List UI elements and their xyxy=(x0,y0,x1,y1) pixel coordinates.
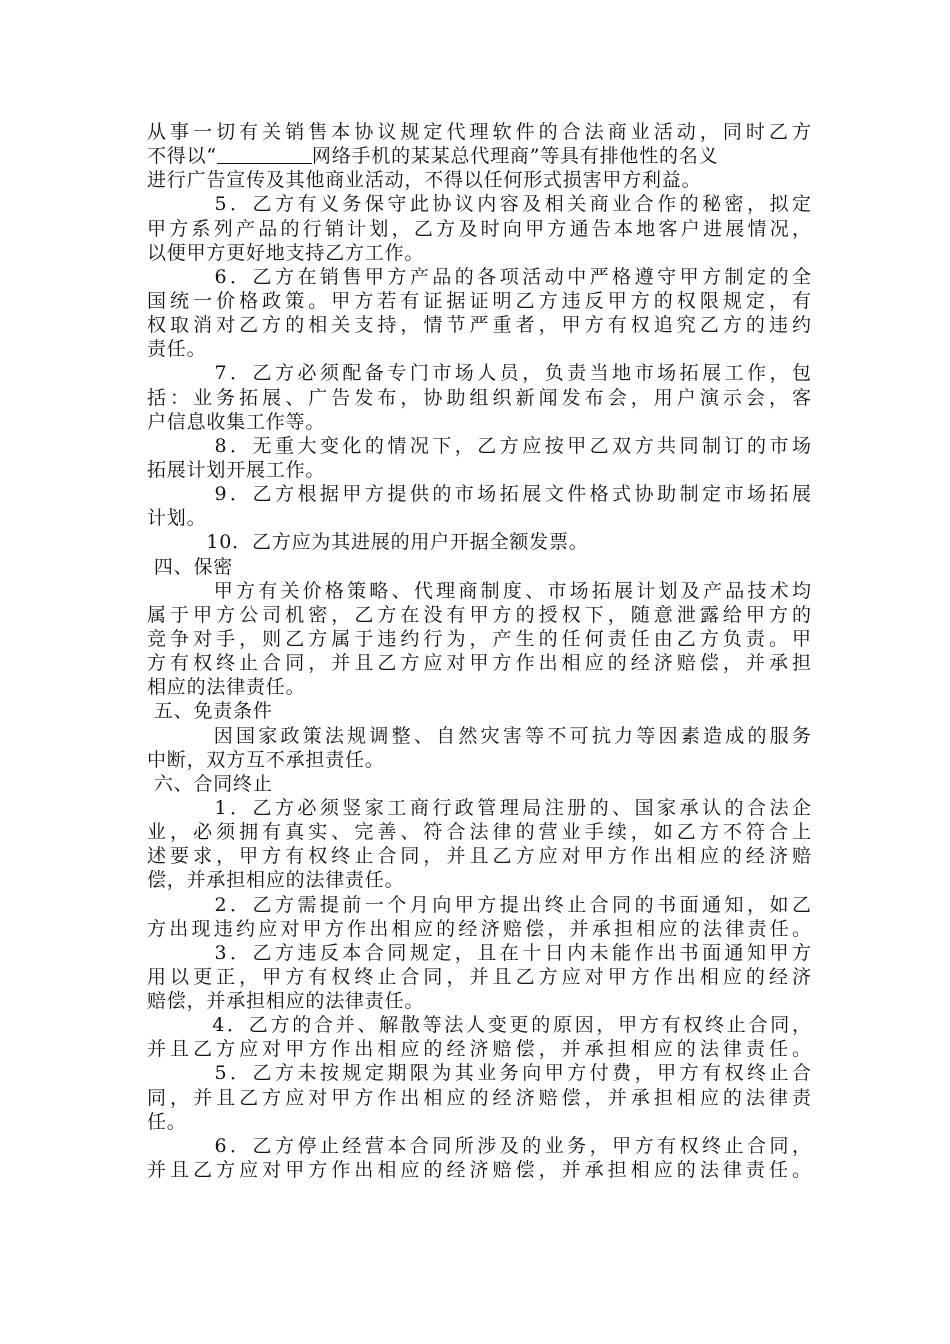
text-fragment: 不得以“ xyxy=(147,145,217,168)
text-line: 任。 xyxy=(147,1110,187,1133)
text-line: 2．乙方需提前一个月向甲方提出终止合同的书面通知，如乙 xyxy=(147,893,811,916)
text-line xyxy=(147,144,811,168)
text-line: 5．乙方有义务保守此协议内容及相关商业合作的秘密，拟定 xyxy=(147,193,811,216)
text-line: 中断，双方互不承担责任。 xyxy=(147,748,385,771)
text-line: 并且乙方应对甲方作出相应的经济赔偿，并承担相应的法律责任。 xyxy=(147,1159,811,1182)
text-line: 6．乙方在销售甲方产品的各项活动中严格遵守甲方制定的全 xyxy=(147,265,811,288)
text-line: 方有权终止合同，并且乙方应对甲方作出相应的经济赔偿，并承担 xyxy=(147,652,811,675)
text-line: 权取消对乙方的相关支持，情节严重者，甲方有权追究乙方的违约 xyxy=(147,314,811,337)
text-line: 竞争对手，则乙方属于违约行为，产生的任何责任由乙方负责。甲 xyxy=(147,627,811,650)
text-line: 9．乙方根据甲方提供的市场拓展文件格式协助制定市场拓展 xyxy=(147,483,811,506)
document-page xyxy=(147,120,811,1182)
text-line: 方出现违约应对甲方作出相应的经济赔偿，并承担相应的法律责任。 xyxy=(147,917,811,940)
text-line: 同，并且乙方应对甲方作出相应的经济赔偿，并承担相应的法律责 xyxy=(147,1086,811,1109)
text-line: 甲方有关价格策略、代理商制度、市场拓展计划及产品技术均 xyxy=(147,579,811,602)
text-line: 五、免责条件 xyxy=(147,700,273,723)
text-line: 国统一价格政策。甲方若有证据证明乙方违反甲方的权限规定，有 xyxy=(147,289,811,312)
text-line: 偿，并承担相应的法律责任。 xyxy=(147,869,405,892)
text-line: 拓展计划开展工作。 xyxy=(147,458,326,481)
text-line: 相应的法律责任。 xyxy=(147,676,306,699)
text-line: 从事一切有关销售本协议规定代理软件的合法商业活动，同时乙方 xyxy=(147,121,811,143)
text-line: 1．乙方必须竖家工商行政管理局注册的、国家承认的合法企 xyxy=(147,796,811,819)
text-line: 括：业务拓展、广告发布，协助组织新闻发布会，用户演示会，客 xyxy=(147,386,811,409)
text-line: 7．乙方必须配备专门市场人员，负责当地市场拓展工作，包 xyxy=(147,362,811,385)
text-line: 赔偿，并承担相应的法律责任。 xyxy=(147,990,425,1013)
text-line: 3．乙方违反本合同规定，且在十日内未能作出书面通知甲方 xyxy=(147,941,811,964)
text-line: 6．乙方停止经营本合同所涉及的业务，甲方有权终止合同， xyxy=(147,1134,811,1157)
text-line: 因国家政策法规调整、自然灾害等不可抗力等因素造成的服务 xyxy=(147,724,811,747)
text-line: 5．乙方未按规定期限为其业务向甲方付费，甲方有权终止合 xyxy=(147,1062,811,1085)
text-line: 属于甲方公司机密，乙方在没有甲方的授权下，随意泄露给甲方的 xyxy=(147,603,811,626)
text-line: 10．乙方应为其进展的用户开据全额发票。 xyxy=(147,531,589,554)
text-line: 8．无重大变化的情况下，乙方应按甲乙双方共同制订的市场 xyxy=(147,434,811,457)
text-line: 户信息收集工作等。 xyxy=(147,410,326,433)
text-line: 以便甲方更好地支持乙方工作。 xyxy=(147,241,425,264)
text-line: 六、合同终止 xyxy=(147,772,273,795)
text-line: 进行广告宣传及其他商业活动，不得以任何形式损害甲方利益。 xyxy=(147,169,702,192)
text-line: 并且乙方应对甲方作出相应的经济赔偿，并承担相应的法律责任。 xyxy=(147,1038,811,1061)
text-line: 计划。 xyxy=(147,507,207,530)
text-line: 4．乙方的合并、解散等法人变更的原因，甲方有权终止合同， xyxy=(147,1014,811,1037)
text-line: 责任。 xyxy=(147,338,207,361)
text-line: 四、保密 xyxy=(147,555,234,578)
text-line: 述要求，甲方有权终止合同，并且乙方应对甲方作出相应的经济赔 xyxy=(147,845,811,868)
text-line: 业，必须拥有真实、完善、符合法律的营业手续，如乙方不符合上 xyxy=(147,821,811,844)
text-line: 甲方系列产品的行销计划，乙方及时向甲方通告本地客户进展情况， xyxy=(147,217,811,240)
text-line: 用以更正，甲方有权终止合同，并且乙方应对甲方作出相应的经济 xyxy=(147,965,811,988)
fill-in-blank xyxy=(217,145,312,164)
text-fragment: 网络手机的某某总代理商”等具有排他性的名义 xyxy=(311,145,719,168)
